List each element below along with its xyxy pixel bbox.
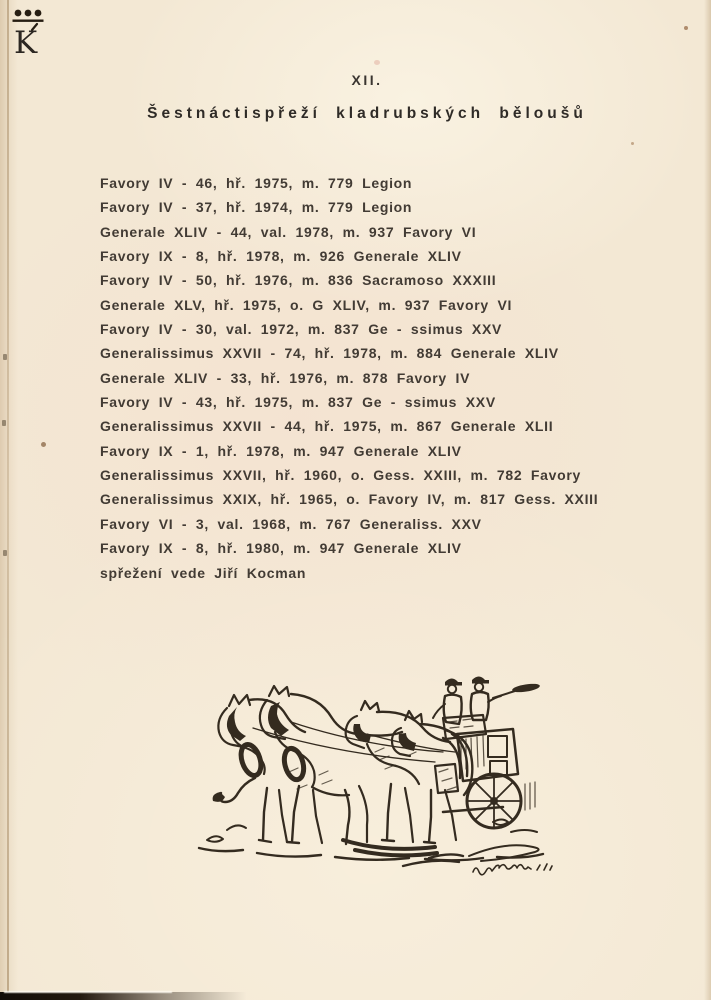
horse-entry: Favory IV - 30, val. 1972, m. 837 Ge - ssimus XXV: [100, 321, 503, 338]
scan-edge-shadow: [0, 992, 268, 1000]
page-title: Šestnáctispřeží kladrubských běloušů: [147, 105, 587, 122]
lead-horses: [213, 686, 402, 844]
horse-entry: Generalissimus XXVII - 74, hř. 1978, m. 884 Generale XLIV: [100, 345, 559, 362]
horse-entry: Generale XLIV - 44, val. 1978, m. 937 Favory VI: [100, 223, 477, 240]
horse-entry: Favory IX - 1, hř. 1978, m. 947 Generale XLIV: [100, 442, 462, 459]
horse-entry: Favory IV - 37, hř. 1974, m. 779 Legion: [100, 199, 413, 216]
paper-speck: [41, 442, 46, 447]
horse-entry: Favory VI - 3, val. 1968, m. 767 Generaliss. XXV: [100, 515, 482, 532]
kladruby-brand-mark-icon: [10, 6, 56, 60]
horse-entry: Favory IV - 46, hř. 1975, m. 779 Legion: [100, 175, 413, 191]
edge-mark: [3, 550, 7, 556]
paper-speck: [684, 26, 688, 30]
horse-entry: Generalissimus XXIX, hř. 1965, o. Favory IV, m. 817 Gess. XXIII: [100, 491, 599, 508]
artist-signature: [469, 845, 552, 874]
horse-entry: Favory IV - 43, hř. 1975, m. 837 Ge - ssimus XXV: [100, 394, 496, 411]
edge-mark: [2, 420, 6, 426]
horse-entry: Generalissimus XXVII - 44, hř. 1975, m. 867 Generale XLII: [100, 418, 554, 435]
paper-speck: [374, 60, 380, 65]
horse-entry: Generale XLIV - 33, hř. 1976, m. 878 Favory IV: [100, 369, 471, 386]
svg-text:K: K: [14, 25, 38, 60]
horse-entry: Favory IX - 8, hř. 1980, m. 947 Generale XLIV: [100, 540, 462, 557]
horse-entry: Favory IX - 8, hř. 1978, m. 926 Generale XLIV: [100, 248, 462, 265]
carriage-team-illustration: [193, 672, 565, 894]
chapter-number: XII.: [351, 72, 383, 88]
horse-list: [100, 171, 598, 585]
scan-edge-highlight: [4, 991, 172, 993]
leader-note: spřežení vede Jiří Kocman: [100, 564, 307, 581]
horse-entry: Favory IV - 50, hř. 1976, m. 836 Sacramoso XXXIII: [100, 272, 497, 289]
edge-mark: [3, 354, 7, 360]
whip-icon: [493, 682, 540, 698]
paper-speck: [631, 142, 634, 145]
horse-entry: Generale XLV, hř. 1975, o. G XLIV, m. 937 Favory VI: [100, 296, 513, 313]
page-fold-line: [7, 0, 9, 1000]
horse-entry: Generalissimus XXVII, hř. 1960, o. Gess. XXIII, m. 782 Favory: [100, 467, 582, 484]
